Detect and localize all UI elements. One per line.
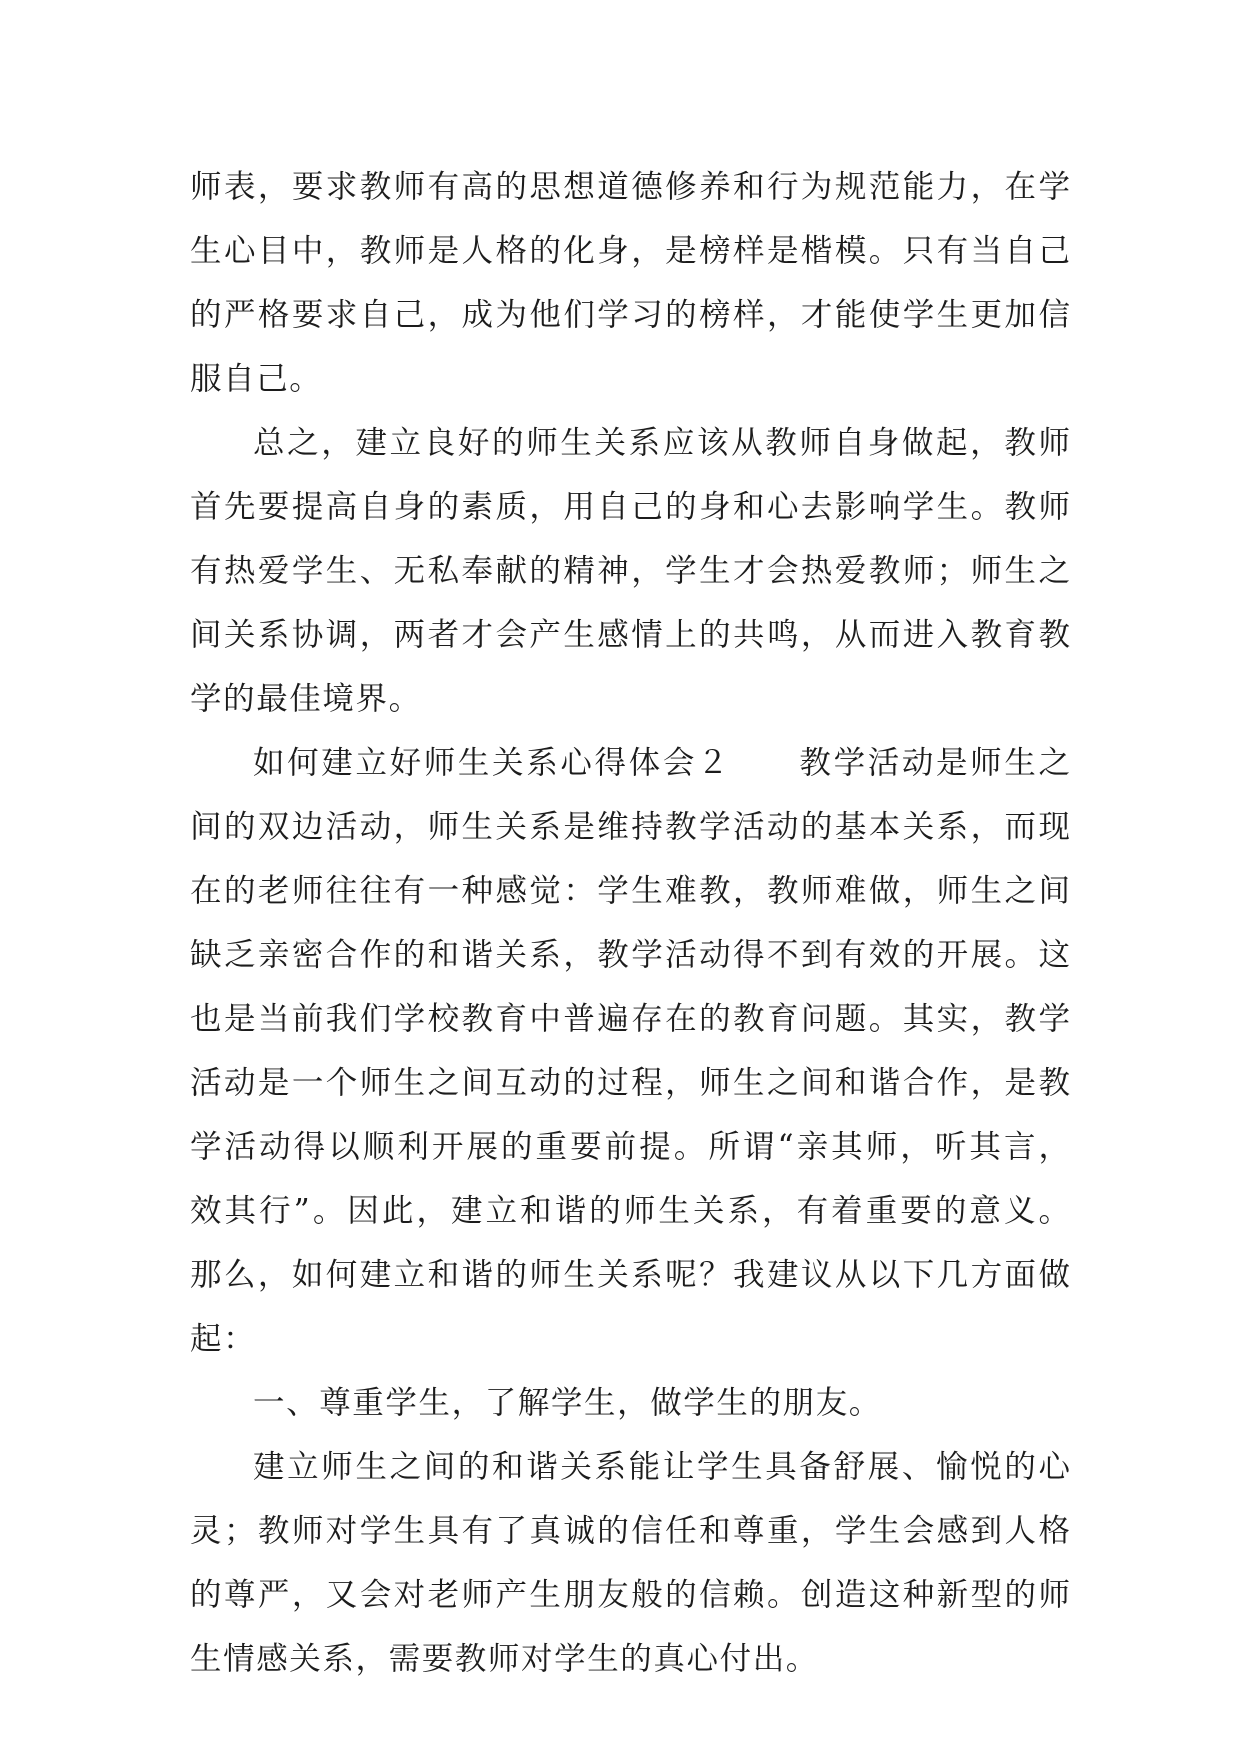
text-line: 学的最佳境界。 bbox=[190, 681, 422, 717]
text-line: 灵；教师对学生具有了真诚的信任和尊重，学生会感到人格 bbox=[190, 1513, 1070, 1549]
text-line: 生心目中，教师是人格的化身，是榜样是楷模。只有当自己 bbox=[190, 233, 1070, 269]
text-line: 活动是一个师生之间互动的过程，师生之间和谐合作，是教 bbox=[190, 1065, 1070, 1101]
text-line: 服自己。 bbox=[190, 361, 323, 397]
paragraph-first-line: 如何建立好师生关系心得体会２ 教学活动是师生之 bbox=[253, 745, 1070, 781]
text-line: 的尊严，又会对老师产生朋友般的信赖。创造这种新型的师 bbox=[190, 1577, 1070, 1613]
paragraph-first-line: 建立师生之间的和谐关系能让学生具备舒展、愉悦的心 bbox=[253, 1449, 1070, 1485]
text-line: 间的双边活动，师生关系是维持教学活动的基本关系，而现 bbox=[190, 809, 1070, 845]
text-line: 起： bbox=[190, 1321, 257, 1357]
text-line: 在的老师往往有一种感觉：学生难教，教师难做，师生之间 bbox=[190, 873, 1070, 909]
text-line: 学活动得以顺利开展的重要前提。所谓“亲其师，听其言， bbox=[190, 1129, 1070, 1165]
text-line: 间关系协调，两者才会产生感情上的共鸣，从而进入教育教 bbox=[190, 617, 1070, 653]
text-line: 师表，要求教师有高的思想道德修养和行为规范能力，在学 bbox=[190, 169, 1070, 205]
section-heading: 一、尊重学生，了解学生，做学生的朋友。 bbox=[253, 1385, 882, 1421]
text-line: 缺乏亲密合作的和谐关系，教学活动得不到有效的开展。这 bbox=[190, 937, 1070, 973]
document-body bbox=[190, 155, 1070, 1691]
text-line: 的严格要求自己，成为他们学习的榜样，才能使学生更加信 bbox=[190, 297, 1070, 333]
text-line: 有热爱学生、无私奉献的精神，学生才会热爱教师；师生之 bbox=[190, 553, 1070, 589]
text-line: 生情感关系，需要教师对学生的真心付出。 bbox=[190, 1641, 819, 1677]
text-line: 那么，如何建立和谐的师生关系呢？我建议从以下几方面做 bbox=[190, 1257, 1070, 1293]
text-line: 效其行”。因此，建立和谐的师生关系，有着重要的意义。 bbox=[190, 1193, 1070, 1229]
paragraph-first-line: 总之，建立良好的师生关系应该从教师自身做起，教师 bbox=[253, 425, 1070, 461]
text-line: 首先要提高自身的素质，用自己的身和心去影响学生。教师 bbox=[190, 489, 1070, 525]
text-line: 也是当前我们学校教育中普遍存在的教育问题。其实，教学 bbox=[190, 1001, 1070, 1037]
